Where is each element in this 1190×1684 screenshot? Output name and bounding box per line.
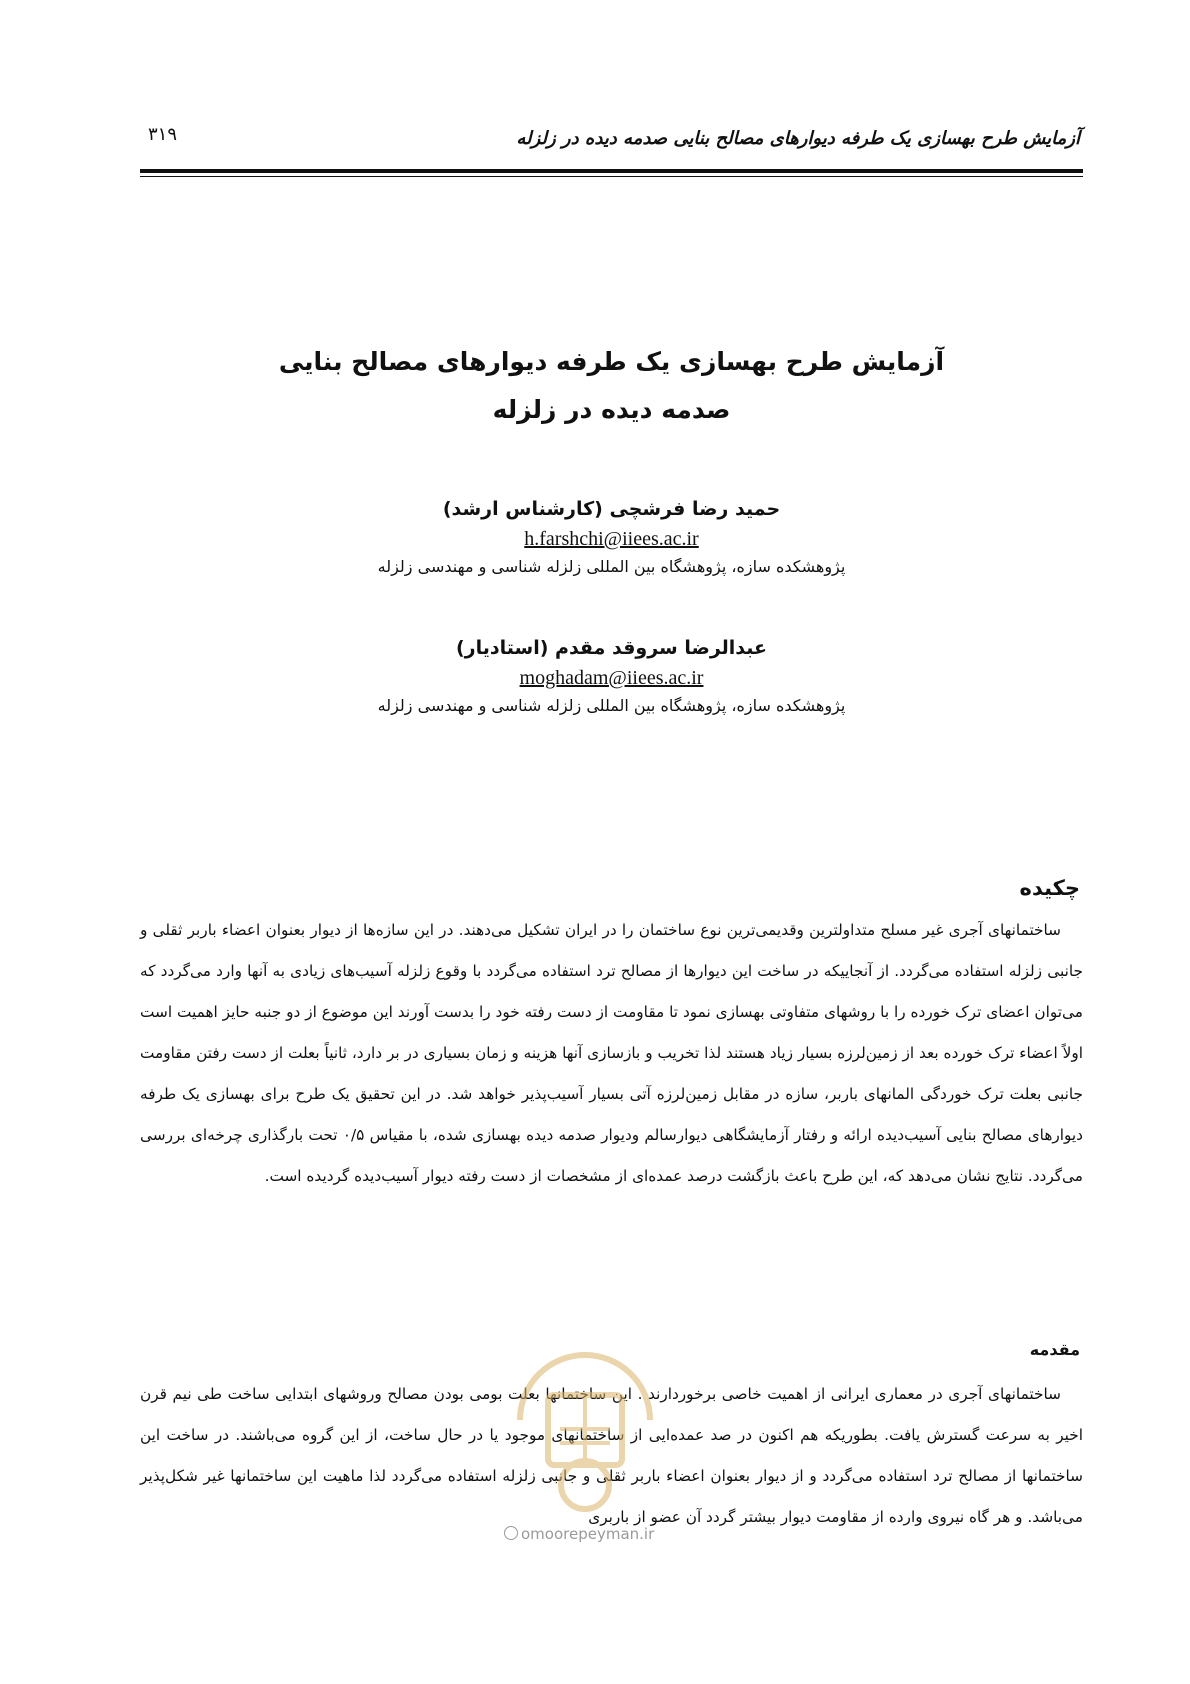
author-affiliation: پژوهشکده سازه، پژوهشگاه بین المللی زلزله شناسی و مهندسی زلزله bbox=[377, 696, 846, 715]
running-title: آزمایش طرح بهسازی یک طرفه دیوارهای مصالح بنایی صدمه دیده در زلزله bbox=[516, 128, 1080, 149]
page-number: ۳۱۹ bbox=[148, 124, 178, 145]
author-name: حمید رضا فرشچی (کارشناس ارشد) bbox=[442, 498, 781, 520]
author-block bbox=[140, 493, 1083, 581]
header-rule bbox=[140, 169, 1083, 173]
author-email-link[interactable]: moghadam@iiees.ac.ir bbox=[519, 667, 704, 689]
introduction-text: ساختمانهای آجری در معماری ایرانی از اهمیت خاصی برخوردارند . این ساختمانها بعلت بومی بودن مصالح وروشهای ابتدایی ساخت طی نیم قرن اخیر به سرعت گسترش یافت. بطوریکه هم اکنون در صد عمده‌ایی از ساختمانهای موجود یا در حال ساخت، از این گروه می‌باشند. در ساخت این ساختمانها از مصالح ترد استفاده می‌گردد و از دیوار بعنوان اعضاء باربر ثقلی و جانبی زلزله استفاده می‌گردد لذا ماهیت این ساختمانها غیر شکل‌پذیر می‌باشد. و هر گاه نیروی وارده از مقاومت دیوار بیشتر گردد آن عضو از باربری bbox=[140, 1385, 1083, 1526]
abstract-heading: چکیده bbox=[1019, 876, 1080, 900]
abstract-text: ساختمانهای آجری غیر مسلح متداولترین وقدیمی‌ترین نوع ساختمان را در ایران تشکیل می‌دهند. در این سازه‌ها از دیوار بعنوان اعضاء باربر ثقلی و جانبی زلزله استفاده می‌گردد. از آنجاییکه در ساخت این دیوارها از مصالح ترد استفاده می‌گردد با وقوع زلزله آسیب‌های زیادی به آنها وارد می‌گردد که می‌توان اعضای ترک خورده را با روشهای متفاوتی بهسازی نمود تا مقاومت از دست رفته خود را بدست آورند این موضوع از دو جنبه حایز اهمیت است اولاً اعضاء ترک خورده بعد از زمین‌لرزه بسیار زیاد هستند لذا تخریب و بازسازی آنها هزینه و زمان بسیاری در بر دارد، ثانیاً بعلت از دست رفتن مقاومت جانبی بعلت ترک خوردگی المانهای باربر، سازه در مقابل زمین‌لرزه آتی بسیار آسیب‌پذیر خواهد شد. در این تحقیق یک طرح برای بهسازی یک طرفه دیوارهای مصالح بنایی آسیب‌دیده ارائه و رفتار آزمایشگاهی دیوارسالم ودیوار صدمه دیده بهسازی شده، با مقیاس ۰/۵ تحت بارگذاری چرخه‌ای بررسی می‌گردد. نتایج نشان می‌دهد که، این طرح باعث بازگشت درصد عمده‌ای از مشخصات از دست رفته دیوار آسیب‌دیده گردیده است. bbox=[140, 921, 1083, 1185]
globe-icon bbox=[504, 1526, 518, 1540]
paper-title-line-2: صدمه دیده در زلزله bbox=[492, 395, 731, 424]
watermark-site bbox=[504, 1525, 654, 1543]
introduction-heading: مقدمه bbox=[1029, 1340, 1080, 1359]
paper-title-line-1: آزمایش طرح بهسازی یک طرفه دیوارهای مصالح بنایی bbox=[278, 347, 945, 376]
author-affiliation: پژوهشکده سازه، پژوهشگاه بین المللی زلزله شناسی و مهندسی زلزله bbox=[377, 557, 846, 576]
author-block bbox=[140, 632, 1083, 720]
author-email-link[interactable]: h.farshchi@iiees.ac.ir bbox=[524, 528, 699, 550]
author-name: عبدالرضا سروقد مقدم (استادیار) bbox=[456, 637, 767, 659]
watermark-site-text: omoorepeyman.ir bbox=[521, 1525, 655, 1543]
header-rule-thin bbox=[140, 176, 1083, 177]
paper-title bbox=[140, 338, 1083, 434]
